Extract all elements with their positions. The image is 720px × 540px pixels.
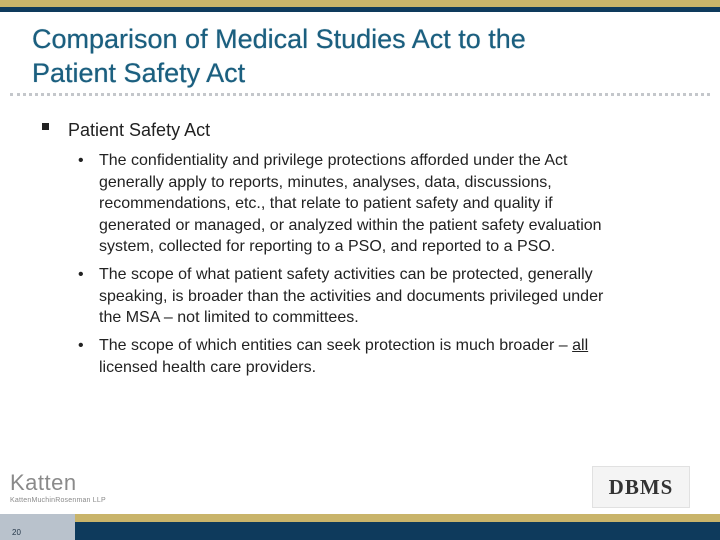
katten-logo xyxy=(10,470,106,506)
title-line-2: Patient Safety Act xyxy=(32,58,246,88)
bottom-navy-bar xyxy=(0,522,720,540)
top-navy-bar xyxy=(0,7,720,12)
bullet-dot-icon: • xyxy=(78,337,84,354)
top-gold-bar xyxy=(0,0,720,7)
katten-logo-subtitle: KattenMuchinRosenman LLP xyxy=(10,497,106,504)
sub-bullet-3-line: licensed health care providers. xyxy=(99,358,317,376)
sub-bullet-1-line: system, collected for reporting to a PSO, and reported to a PSO. xyxy=(99,238,556,255)
sub-bullet-3-line xyxy=(99,335,679,357)
sub-bullet-2-line: speaking, is broader than the activities and documents privileged under xyxy=(99,287,604,305)
square-bullet-icon xyxy=(42,123,49,130)
bottom-gold-bar xyxy=(0,514,720,522)
sub-bullet-2-text xyxy=(99,264,679,329)
sub-bullet-2-line: the MSA – not limited to committees. xyxy=(99,309,359,326)
dbms-logo-text: DBMS xyxy=(608,474,674,499)
sub-bullet-3-text xyxy=(99,335,679,378)
main-bullet-text: Patient Safety Act xyxy=(68,120,211,140)
dbms-logo xyxy=(592,466,690,508)
katten-logo-name: Katten xyxy=(10,470,77,495)
sub-bullet-1-line: The confidentiality and privilege protections afforded under the Act xyxy=(99,152,568,169)
sub-bullet-2-line: The scope of what patient safety activities can be protected, generally xyxy=(99,266,593,283)
slide-title xyxy=(32,22,672,90)
sub-bullet-3-prefix: The scope of which entities can seek protection is much broader – xyxy=(99,337,573,354)
bullet-dot-icon: • xyxy=(78,152,84,169)
title-line-1: Comparison of Medical Studies Act to the xyxy=(32,24,526,54)
underlined-all: all xyxy=(572,337,589,354)
sub-bullet-1-line: generated or managed, or analyzed within the patient safety evaluation xyxy=(99,216,602,234)
sub-bullet-1-line: generally apply to reports, minutes, analyses, data, discussions, xyxy=(99,173,552,191)
page-number: 20 xyxy=(12,528,21,537)
sub-bullet-1-text xyxy=(99,150,679,258)
title-divider xyxy=(10,93,710,96)
bullet-dot-icon: • xyxy=(78,266,84,283)
sub-bullet-1-line: recommendations, etc., that relate to patient safety and quality if xyxy=(99,195,553,212)
